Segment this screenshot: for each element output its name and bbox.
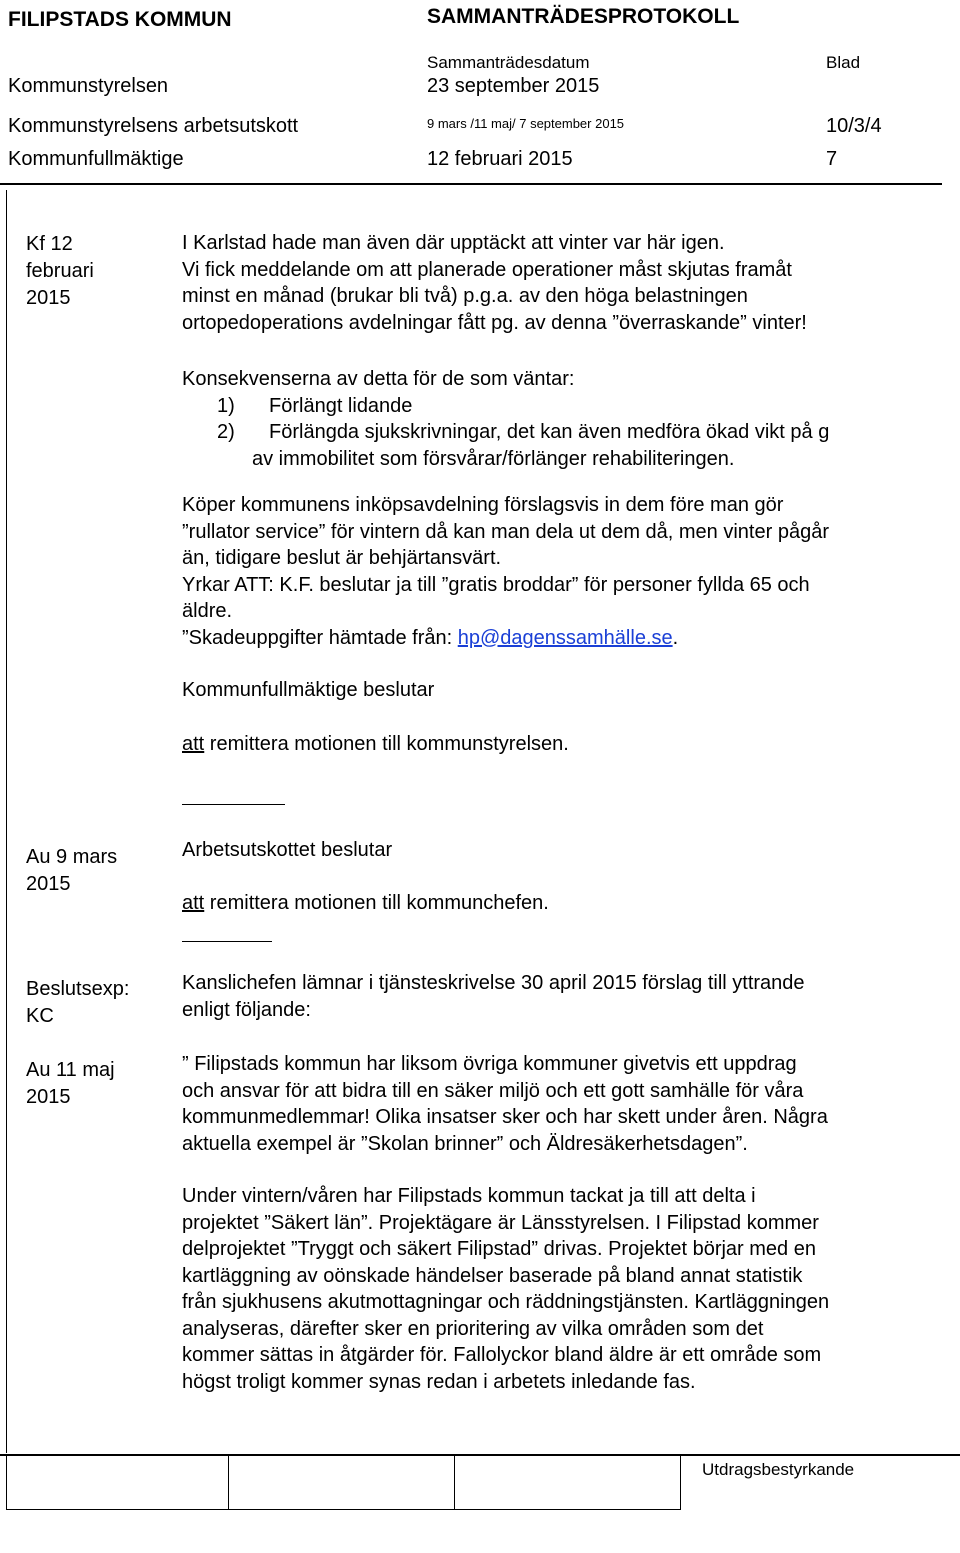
header-page-2: 10/3/4 [826,115,882,137]
margin-au-march: Au 9 mars 2015 [26,846,118,895]
document-title: SAMMANTRÄDESPROTOKOLL [427,5,740,28]
margin-kf: Kf 12 februari 2015 [26,233,94,309]
page-label: Blad [826,53,861,72]
signature-box-divider [6,1455,7,1510]
left-margin-line [6,190,7,1453]
org-name: FILIPSTADS KOMMUN [8,8,232,31]
signature-box-divider [680,1455,681,1510]
source-line: ”Skadeuppgifter hämtade från: hp@dagenssamhälle.se. [182,626,679,649]
signature-box-bottom [6,1509,680,1510]
signature-box-divider [454,1455,455,1510]
header-body-2: Kommunstyrelsens arbetsutskott [8,115,299,137]
paragraph-kanslichef: Kanslichefen lämnar i tjänsteskrivelse 30 april 2015 förslag till yttrande enligt följande: [182,972,805,1021]
au-decision-heading: Arbetsutskottet beslutar [182,839,393,861]
separator-rule [182,804,285,805]
kf-decision-text: att remittera motionen till kommunstyrelsen. [182,733,569,755]
header-page-3: 7 [826,148,838,170]
header-date-2: 9 mars /11 maj/ 7 september 2015 [427,116,625,131]
header-body-3: Kommunfullmäktige [8,148,184,170]
signature-box-divider [228,1455,229,1510]
date-label: Sammanträdesdatum [427,53,590,72]
separator-rule-2 [182,941,272,942]
list-item: 2) Förlängda sjukskrivningar, det kan även medföra ökad vikt på g [217,421,830,443]
header-rule [0,183,942,185]
header-body-1: Kommunstyrelsen [8,75,169,97]
paragraph-consequences: Konsekvenserna av detta för de som väntar: 1) Förlängt lidande 2) Förlängda sjukskrivningar, det kan även medföra ökad vikt på g av immobilitet som försvårar/förlänger rehabiliteringen. [182,366,942,472]
kf-decision-heading: Kommunfullmäktige beslutar [182,679,435,701]
email-link[interactable]: hp@dagenssamhälle.se [457,626,673,649]
au-decision-text: att remittera motionen till kommunchefen. [182,892,549,914]
margin-au-may: Au 11 maj 2015 [26,1059,115,1108]
header-date-3: 12 februari 2015 [427,148,573,170]
margin-beslutsexp: Beslutsexp: KC [26,978,130,1027]
paragraph-proposal: Köper kommunens inköpsavdelning förslagsvis in dem före man gör ”rullator service” för vintern då kan man dela ut dem då, men vinter pågår än, tidigare beslut är behjärtansvärt. Yrkar ATT: K.F. beslutar ja till ”gratis broddar” för personer fyllda 65 och äldre. ”Skadeuppgifter hämtade från: hp@dagenssamhälle.se. [182,492,942,651]
footer-rule [0,1454,960,1456]
footer-label: Utdragsbestyrkande [702,1460,855,1479]
list-item: 1) Förlängt lidande [217,394,413,417]
paragraph-project: Under vintern/våren har Filipstads kommun tackat ja till att delta i projektet ”Säkert län”. Projektägare är Länsstyrelsen. I Filipstad kommer delprojektet ”Tryggt och säkert Filipstad” drivas. Projektet börjar med en kartläggning av oönskade händelser baserade på bland annat statistik från sjukhusens akutmottagningar och räddningstjänsten. Kartläggningen analyseras, därefter sker en prioritering av vilka områden som det kommer sättas in åtgärder för. Fallolyckor bland äldre är ett område som högst troligt kommer synas redan i arbetets inledande fas. [182,1185,830,1393]
header-date-1: 23 september 2015 [427,75,600,97]
paragraph-karlstad: I Karlstad hade man även där upptäckt att vinter var här igen. Vi fick meddelande om att planerade operationer måst skjutas framåt minst en månad (brukar bli två) p.g.a. av den höga belastningen ortopedoperations avdelningar fått pg. av denna ”överraskande” vinter! [182,232,807,334]
paragraph-quote: ” Filipstads kommun har liksom övriga kommuner givetvis ett uppdrag och ansvar för att bidra till en säker miljö och ett gott samhälle för våra kommunmedlemmar! Olika insatser sker och har skett under åren. Några aktuella exempel är ”Skolan brinner” och Äldresäkerhetsdagen”. [182,1053,828,1155]
